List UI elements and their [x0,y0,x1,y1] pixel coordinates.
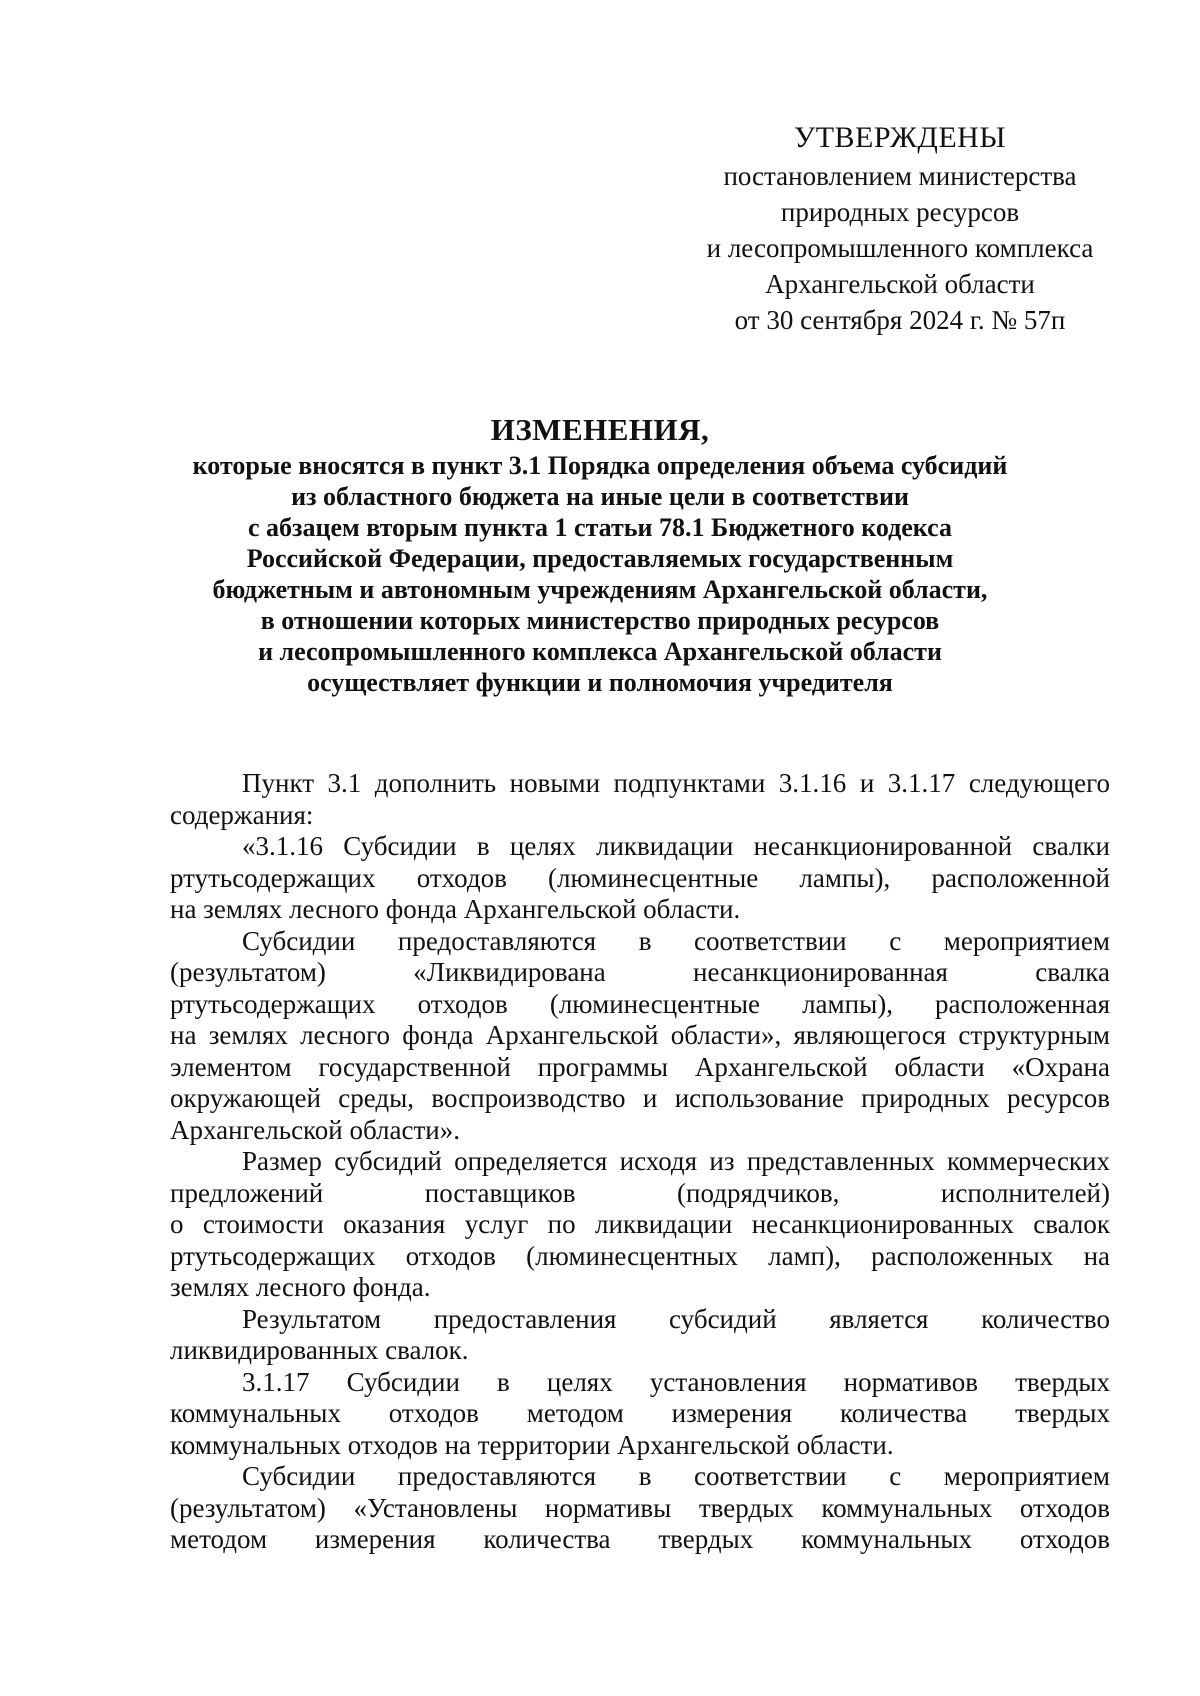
text-line: коммунальных отходов на территории Архангельской области. [170,1429,894,1460]
text-line: на землях лесного фонда Архангельской области», являющегося структурным [170,1020,1110,1050]
text-line: (результатом) «Установлены нормативы твердых коммунальных отходов [170,1492,1110,1523]
heading-line: осуществляет функции и полномочия учредителя [307,668,893,697]
paragraph-3-1-17 [170,1367,1110,1462]
heading-line: с абзацем вторым пункта 1 статьи 78.1 Бюджетного кодекса [248,513,952,542]
approval-stamp [640,118,1160,338]
text-line: на землях лесного фонда Архангельской области. [170,894,741,924]
paragraph-3-1-16 [170,831,1110,926]
text-line: ликвидированных свалок. [170,1335,469,1365]
text-line: Пункт 3.1 дополнить новыми подпунктами 3.1.16 и 3.1.17 следующего [242,768,1110,798]
text-line: предложений поставщиков (подрядчиков, исполнителей) [170,1177,1110,1208]
paragraph-result [170,1304,1110,1367]
heading-line: бюджетным и автономным учреждениям Архангельской области, [212,575,988,604]
text-line: «3.1.16 Субсидии в целях ликвидации несанкционированной свалки [242,831,1110,861]
approval-line: и лесопромышленного комплекса [706,233,1094,263]
approval-date-line: от 30 сентября 2024 г. № 57п [734,305,1066,335]
text-line: коммунальных отходов методом измерения количества твердых [170,1398,1110,1428]
approval-line: Архангельской области [765,269,1035,299]
text-line: 3.1.17 Субсидии в целях установления нормативов твердых [242,1366,1110,1397]
approval-line: постановлением министерства [723,161,1077,191]
approval-line: природных ресурсов [780,197,1020,227]
text-line: Размер субсидий определяется исходя из представленных коммерческих [242,1146,1110,1176]
paragraph-subsidy-standards [170,1461,1110,1556]
text-line: Субсидии предоставляются в соответствии с мероприятием [242,1461,1110,1491]
heading-line: Российской Федерации, предоставляемых государственным [246,544,954,573]
heading-title: ИЗМЕНЕНИЯ, [490,412,710,447]
heading-line: которые вносятся в пункт 3.1 Порядка определения объема субсидий [192,451,1008,480]
document-body [170,768,1110,1556]
heading-line: и лесопромышленного комплекса Архангельской области [258,637,942,666]
paragraph-subsidy-event [170,926,1110,1147]
text-line: землях лесного фонда. [170,1272,431,1302]
text-line: окружающей среды, воспроизводство и использование природных ресурсов [170,1083,1110,1113]
text-line: ртутьсодержащих отходов (люминесцентные лампы), расположенной [170,862,1110,893]
paragraph-subsidy-size [170,1146,1110,1304]
text-line: ртутьсодержащих отходов (люминесцентные лампы), расположенная [170,988,1110,1019]
paragraph-intro [170,768,1110,831]
text-line: (результатом) «Ликвидирована несанкционированная свалка [170,957,1110,987]
heading-line: из областного бюджета на иные цели в соответствии [291,482,909,511]
text-line: Субсидии предоставляются в соответствии с мероприятием [242,925,1110,956]
text-line: элементом государственной программы Архангельской области «Охрана [170,1051,1110,1082]
text-line: о стоимости оказания услуг по ликвидации несанкционированных свалок [170,1209,1110,1239]
text-line: Результатом предоставления субсидий является количество [242,1303,1110,1334]
heading-line: в отношении которых министерство природных ресурсов [260,606,940,635]
text-line: методом измерения количества твердых коммунальных отходов [170,1524,1110,1554]
text-line: содержания: [170,799,314,830]
text-line: Архангельской области». [170,1114,460,1145]
approval-title: УТВЕРЖДЕНЫ [793,121,1007,154]
text-line: ртутьсодержащих отходов (люминесцентных ламп), расположенных на [170,1240,1110,1271]
document-heading [130,410,1070,698]
